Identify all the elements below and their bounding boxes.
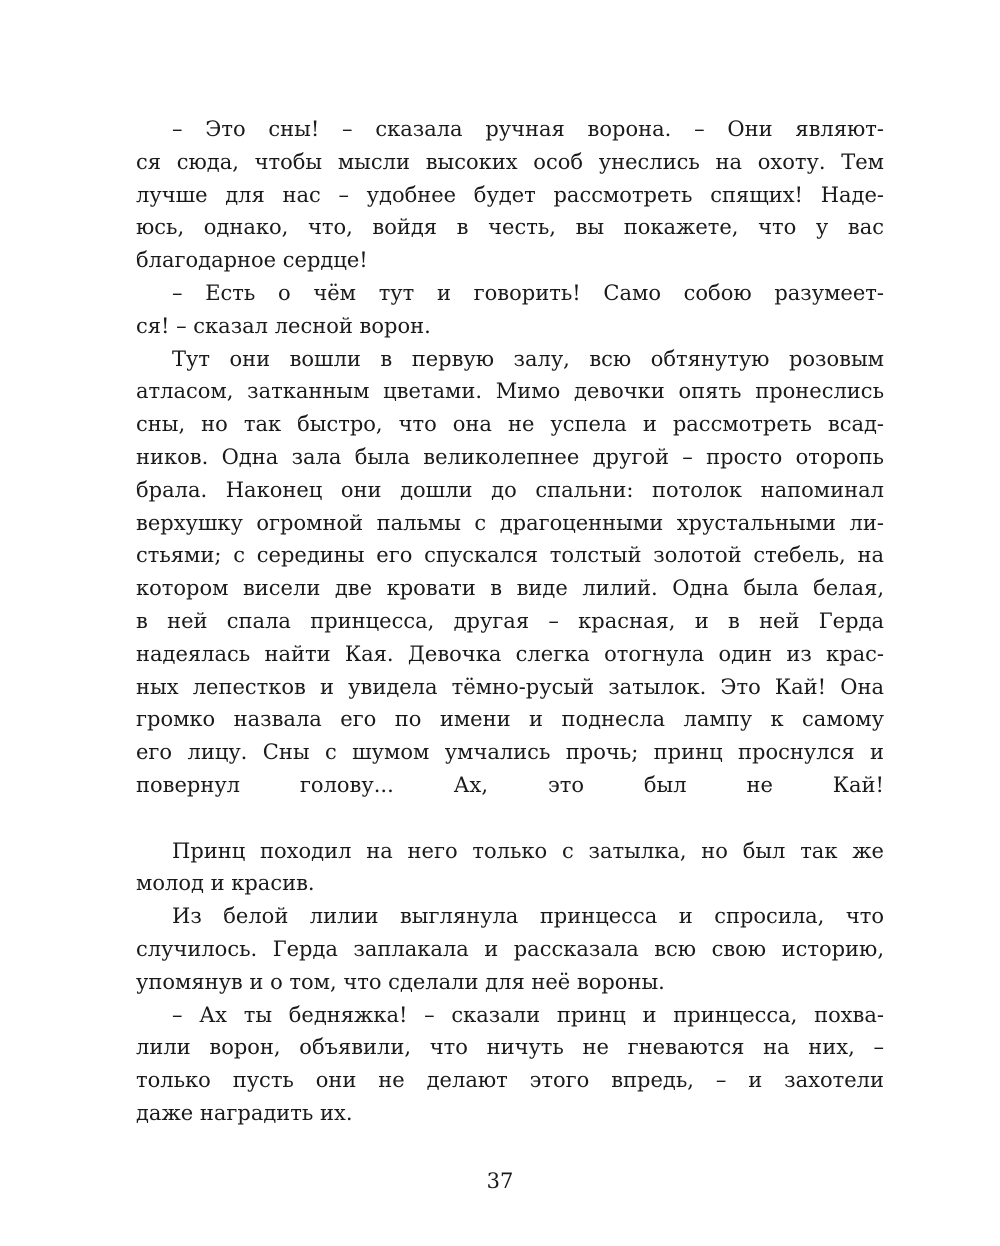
paragraph-3: [136, 343, 884, 835]
paragraph-4: [136, 835, 884, 901]
text-line: юсь, однако, что, войдя в честь, вы покажете, что у вас: [136, 215, 884, 240]
paragraph-6: [136, 999, 884, 1130]
body-text: [136, 113, 884, 1130]
text-line: ся! – сказал лесной ворон.: [136, 313, 431, 338]
text-line: сны, но так быстро, что она не успела и рассмотреть всад-: [136, 412, 884, 437]
page-number: 37: [486, 1169, 514, 1193]
text-line: Из белой лилии выглянула принцесса и спросила, что: [172, 904, 884, 929]
text-line: молод и красив.: [136, 871, 315, 896]
text-line: ся сюда, чтобы мысли высоких особ унеслись на охоту. Тем: [136, 149, 884, 174]
text-line: – Ах ты бедняжка! – сказали принц и принцесса, похва-: [172, 1002, 884, 1027]
paragraph-5: [136, 900, 884, 998]
text-line: котором висели две кровати в виде лилий. Одна была белая,: [136, 576, 884, 601]
text-line: ников. Одна зала была великолепнее другой – просто оторопь: [136, 444, 884, 469]
text-line: лучше для нас – удобнее будет рассмотреть спящих! Наде-: [136, 182, 884, 207]
text-line: стьями; с середины его спускался толстый золотой стебель, на: [136, 543, 884, 568]
text-line: – Это сны! – сказала ручная ворона. – Они являют-: [172, 117, 884, 141]
text-line: повернул голову... Ах, это был не Кай!: [136, 772, 884, 797]
text-line: упомянув и о том, что сделали для неё вороны.: [136, 969, 665, 994]
text-line: Принц походил на него только с затылка, но был так же: [172, 838, 884, 863]
text-line: случилось. Герда заплакала и рассказала всю свою историю,: [136, 936, 884, 961]
text-line: надеялась найти Кая. Девочка слегка отогнула один из крас-: [136, 641, 884, 666]
text-line: [136, 802, 884, 835]
text-line: верхушку огромной пальмы с драгоценными хрустальными ли-: [136, 510, 884, 535]
text-line: брала. Наконец они дошли до спальни: потолок напоминал: [136, 477, 884, 502]
text-line: только пусть они не делают этого впредь, – и захотели: [136, 1068, 884, 1093]
text-line: даже наградить их.: [136, 1100, 353, 1125]
text-line: Тут они вошли в первую залу, всю обтянутую розовым: [172, 346, 884, 371]
paragraph-1: [136, 113, 884, 277]
text-line: громко назвала его по имени и поднесла лампу к самому: [136, 707, 884, 732]
text-line: его лицу. Сны с шумом умчались прочь; принц проснулся и: [136, 740, 884, 765]
paragraph-2: [136, 277, 884, 343]
text-line: в ней спала принцесса, другая – красная, и в ней Герда: [136, 608, 884, 633]
text-line: атласом, затканным цветами. Мимо девочки опять пронеслись: [136, 379, 884, 404]
text-line: лили ворон, объявили, что ничуть не гневаются на них, –: [136, 1035, 884, 1060]
text-line: благодарное сердце!: [136, 248, 368, 273]
text-line: – Есть о чём тут и говорить! Само собою разумеет-: [172, 280, 884, 305]
text-line: ных лепестков и увидела тёмно-русый затылок. Это Кай! Она: [136, 674, 884, 699]
